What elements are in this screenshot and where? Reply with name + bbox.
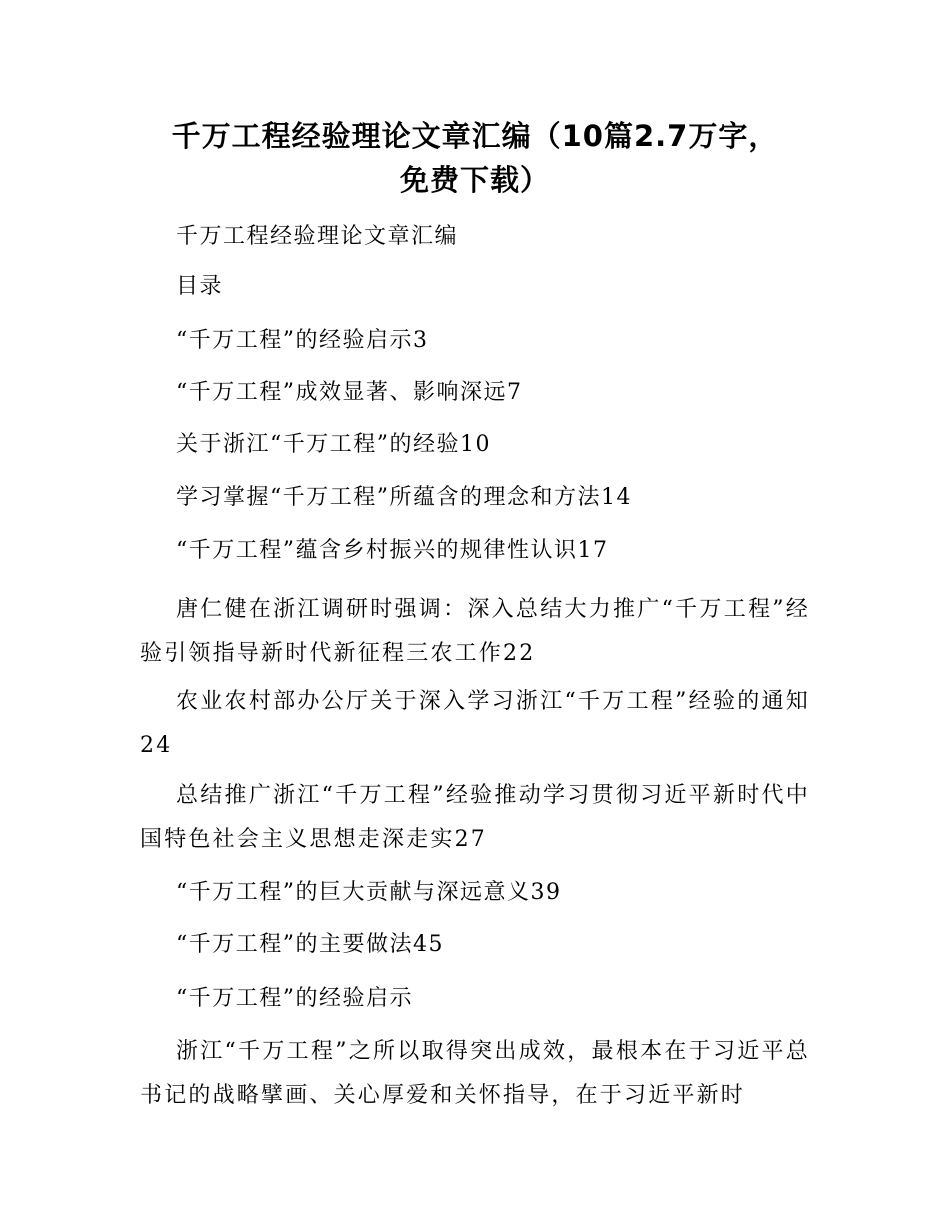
section-heading: “千万工程”的经验启示 — [176, 986, 413, 1011]
toc-item: “千万工程”蕴含乡村振兴的规律性认识17 — [176, 538, 609, 563]
toc-heading: 目录 — [176, 274, 224, 299]
document-title-line-1: 千万工程经验理论文章汇编（10篇2.7万字， — [171, 119, 779, 153]
body-paragraph: 浙江“千万工程”之所以取得突出成效，最根本在于习近平总书记的战略擘画、关心厚爱和关怀指导，在于习近平新时 — [140, 1039, 810, 1108]
toc-item: “千万工程”的经验启示3 — [176, 328, 429, 353]
toc-item: “千万工程”的主要做法45 — [176, 932, 444, 957]
toc-item: 总结推广浙江“千万工程”经验推动学习贯彻习近平新时代中国特色社会主义思想走深走实27 — [140, 783, 810, 852]
toc-item: 学习掌握“千万工程”所蕴含的理念和方法14 — [176, 485, 632, 510]
document-title-line-2: 免费下载） — [399, 163, 550, 197]
toc-item: 唐仁健在浙江调研时强调：深入总结大力推广“千万工程”经验引领指导新时代新征程三农工作22 — [140, 597, 810, 666]
toc-item: “千万工程”的巨大贡献与深远意义39 — [176, 880, 562, 905]
toc-item: 农业农村部办公厅关于深入学习浙江“千万工程”经验的通知24 — [140, 689, 810, 758]
document-title — [140, 114, 810, 202]
document-subtitle: 千万工程经验理论文章汇编 — [176, 224, 459, 249]
toc-item: “千万工程”成效显著、影响深远7 — [176, 380, 523, 405]
toc-item: 关于浙江“千万工程”的经验10 — [176, 432, 491, 457]
